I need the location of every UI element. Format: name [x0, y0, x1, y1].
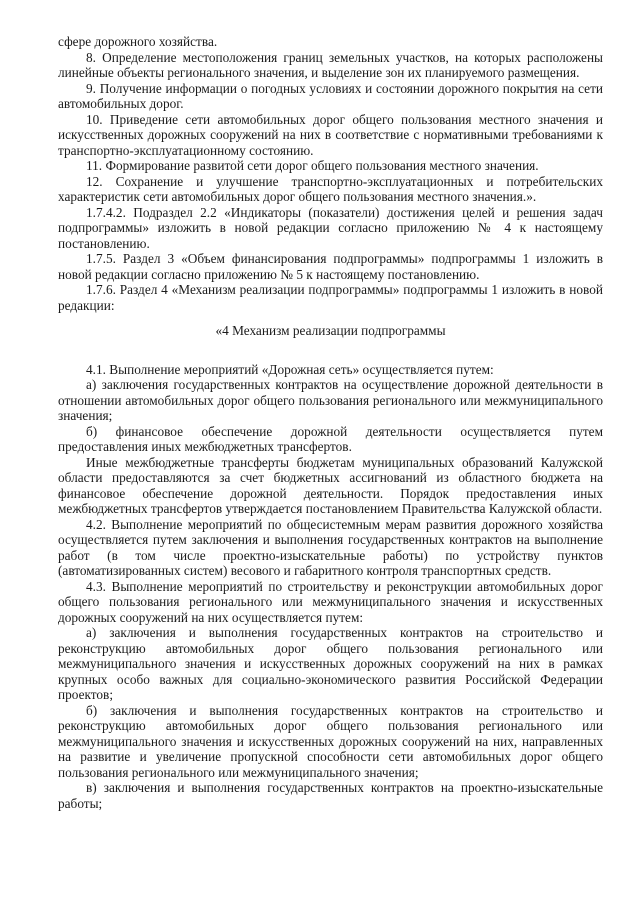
paragraph: 4.1. Выполнение мероприятий «Дорожная сеть» осуществляется путем: — [86, 361, 494, 377]
paragraph: 9. Получение информации о погодных условиях и состоянии дорожного покрытия на сети автомобильных дорог. — [58, 80, 603, 111]
paragraph: б) финансовое обеспечение дорожной деятельности осуществляется путем предоставления иных межбюджетных трансфертов. — [58, 423, 603, 454]
paragraph: 10. Приведение сети автомобильных дорог общего пользования местного значения и искусственных дорожных сооружений на них в соответствие с нормативными требованиями к транспортно-эксплуатационному состоянию. — [58, 111, 603, 158]
paragraph: 1.7.5. Раздел 3 «Объем финансирования подпрограммы» подпрограммы 1 изложить в новой редакции согласно приложению № 5 к настоящему постановлению. — [58, 251, 603, 282]
paragraph: в) заключения и выполнения государственных контрактов на проектно-изыскательные работы; — [58, 780, 603, 811]
paragraph: 12. Сохранение и улучшение транспортно-эксплуатационных и потребительских характеристик сети автомобильных дорог общего пользования местного значения.». — [58, 173, 603, 204]
paragraph: сфере дорожного хозяйства. — [58, 34, 218, 49]
paragraph: Иные межбюджетные трансферты бюджетам муниципальных образований Калужской области предоставляются за счет бюджетных ассигнований из областного бюджета на финансовое обеспечение дорожной деятельности. Порядок предоставления иных межбюджетных трансфертов утверждается постановлением Правительства Калужской области. — [58, 454, 603, 516]
paragraph: а) заключения и выполнения государственных контрактов на строительство и реконструкцию автомобильных дорог общего пользования регионального или межмуниципального значения и искусственных дорожных сооружений на них в рамках крупных особо важных для социально-экономического развития Российской Федерации проектов; — [58, 625, 603, 702]
paragraph: а) заключения государственных контрактов на осуществление дорожной деятельности в отношении автомобильных дорог общего пользования регионального или межмуниципального значения; — [58, 377, 603, 423]
paragraph: 1.7.4.2. Подраздел 2.2 «Индикаторы (показатели) достижения целей и решения задач подпрограммы» изложить в новой редакции согласно приложению № 4 к настоящему постановлению. — [58, 204, 603, 251]
paragraph: 1.7.6. Раздел 4 «Механизм реализации подпрограммы» подпрограммы 1 изложить в новой редакции: — [58, 282, 603, 313]
document-page — [58, 34, 603, 811]
section-heading: «4 Механизм реализации подпрограммы — [215, 323, 446, 338]
paragraph: 4.3. Выполнение мероприятий по строительству и реконструкции автомобильных дорог общего пользования регионального или межмуниципального значения и искусственных дорожных сооружений на них осуществляется путем: — [58, 578, 603, 625]
paragraph: 8. Определение местоположения границ земельных участков, на которых расположены линейные объекты регионального значения, и выделение зон их планируемого размещения. — [58, 49, 603, 80]
paragraph: б) заключения и выполнения государственных контрактов на строительство и реконструкцию автомобильных дорог общего пользования регионального или межмуниципального значения и искусственных дорожных сооружений на них, направленных на развитие и увеличение пропускной способности сети автомобильных дорог общего пользования регионального или межмуниципального значения; — [58, 702, 603, 780]
paragraph: 11. Формирование развитой сети дорог общего пользования местного значения. — [86, 158, 539, 173]
paragraph: 4.2. Выполнение мероприятий по общесистемным мерам развития дорожного хозяйства осуществляется путем заключения и выполнения государственных контрактов на выполнение работ (в том числе проектно-изыскательные работы) по устройству пунктов (автоматизированных систем) весового и габаритного контроля транспортных средств. — [58, 516, 603, 578]
